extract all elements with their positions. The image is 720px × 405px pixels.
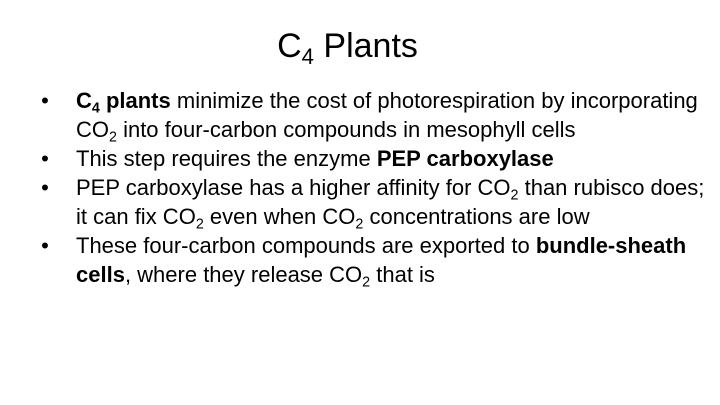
slide-title-main: C	[277, 27, 302, 65]
bullet-text-segment: 2	[355, 216, 364, 233]
bullet-marker: •	[41, 146, 49, 171]
bullet-text-bold	[91, 88, 100, 117]
bullet-item	[36, 144, 706, 173]
bullet-text-segment: PEP carboxylase has a higher affinity for CO	[76, 175, 511, 200]
bullet-text-segment: These four-carbon compounds are exported to	[76, 233, 536, 258]
bullet-text-segment: 2	[195, 216, 204, 233]
bullet-text-segment: concentrations are low	[363, 204, 590, 229]
bullet-item	[36, 173, 706, 231]
bullet-text-segment: minimize the cost of photorespiration by incorporating CO	[76, 88, 698, 142]
bullet-text-segment: even when CO	[203, 204, 356, 229]
bullet-item	[36, 86, 706, 144]
slide-title-rest: Plants	[313, 27, 418, 65]
bullet-text-segment: , where they release CO	[124, 262, 363, 287]
bullet-marker: •	[41, 175, 49, 200]
bullet-text-segment: PEP carboxylase	[376, 146, 554, 171]
bullet-text-segment: C	[76, 88, 92, 113]
bullet-text-segment: than rubisco does; it can fix CO	[76, 175, 705, 229]
bullet-item	[36, 231, 706, 289]
bullet-text-segment: This step requires the enzyme	[76, 146, 377, 171]
bullet-text-segment: 2	[510, 187, 519, 204]
bullet-text-subscript: 4	[91, 100, 100, 117]
bullet-list	[36, 86, 706, 289]
bullet-text-segment: into four-carbon compounds in mesophyll cells	[116, 117, 576, 142]
bullet-marker: •	[41, 88, 49, 113]
bullet-text-segment: bundle-sheath cells	[76, 233, 687, 287]
bullet-text-segment: 2	[109, 129, 117, 146]
bullet-marker: •	[41, 233, 49, 258]
bullet-text-segment: plants	[99, 88, 171, 113]
bullet-text-segment: 2	[362, 274, 371, 291]
slide-title-subscript: 4	[301, 44, 314, 70]
slide-title	[0, 24, 695, 68]
bullet-text-segment: that is	[370, 262, 435, 287]
